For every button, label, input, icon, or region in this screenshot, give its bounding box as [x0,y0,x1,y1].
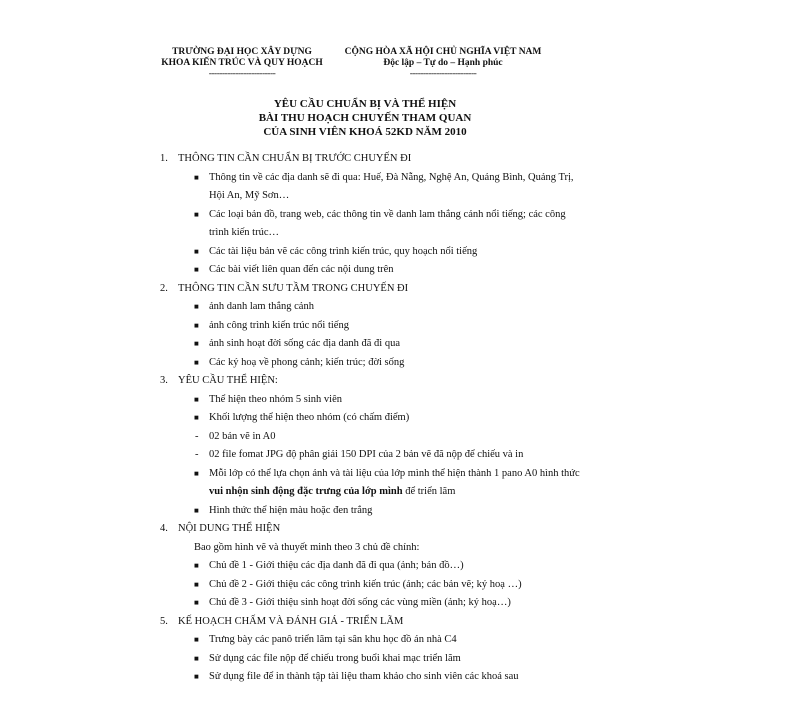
list-item: ■ ảnh danh lam thắng cảnh [160,298,590,317]
motto: Độc lập – Tự do – Hạnh phúc [383,58,503,68]
bullet-square-icon: ■ [194,265,199,274]
country-name: CỘNG HÒA XÃ HỘI CHỦ NGHĨA VIỆT NAM [344,47,542,57]
bullet-square-icon: ■ [194,561,199,570]
list-item: ■ Mỗi lớp có thể lựa chọn ảnh và tài liệu của lớp mình thể hiện thành 1 pano A0 hình thức vui nhộn sinh động đặc trưng của lớp mình để triển lãm [160,465,590,502]
section-4 [160,520,590,613]
bullet-square-icon: ■ [194,598,199,607]
list-item: ■ Thể hiện theo nhóm 5 sinh viên [160,391,590,410]
section-number: 1. [160,153,168,164]
list-item: ■ Thông tin về các địa danh sẽ đi qua: Huế, Đà Nẵng, Nghệ An, Quảng Bình, Quảng Trị, Hội An, Mỹ Sơn… [160,169,590,206]
section-5 [160,613,590,687]
bullet-square-icon: ■ [194,302,199,311]
bullet-square-icon: ■ [194,579,199,589]
bullet-square-icon: ■ [194,635,199,644]
bullet-square-icon: ■ [194,394,199,404]
header-left-rule: ------------------------- [208,69,276,79]
section-title: YÊU CẦU THỂ HIỆN: [178,375,278,386]
section-intro: Bao gồm hình vẽ và thuyết minh theo 3 chủ đề chính: [194,541,420,553]
section-number: 2. [160,282,168,294]
emphasis-text: vui nhộn sinh động đặc trưng của lớp mình [209,486,403,497]
list-item: ■ ảnh công trình kiến trúc nổi tiếng [160,317,590,336]
bullet-dash-icon: - [195,430,199,442]
bullet-square-icon: ■ [194,339,199,348]
section-number: 5. [160,615,168,627]
header-right-rule: ------------------------- [409,69,477,79]
section-3 [160,372,590,520]
list-item: ■ Hình thức thể hiện màu hoặc đen trắng [160,502,590,521]
list-item: ■ Các ký hoạ về phong cảnh; kiến trúc; đời sống [160,354,590,373]
bullet-square-icon: ■ [194,672,199,681]
bullet-square-icon: ■ [194,246,199,256]
section-title: THÔNG TIN CẦN SƯU TẦM TRONG CHUYẾN ĐI [178,282,409,294]
section-heading [160,280,590,299]
list-item: ■ Chủ đề 2 - Giới thiệu các công trình kiến trúc (ảnh; các bản vẽ; ký hoạ …) [160,576,590,595]
national-header [338,47,548,80]
section-heading [160,613,590,632]
section-title: THÔNG TIN CẦN CHUẨN BỊ TRƯỚC CHUYẾN ĐI [178,153,412,164]
section-1 [160,150,590,280]
title-line-3: CỦA SINH VIÊN KHOÁ 52KD NĂM 2010 [263,126,467,138]
bullet-square-icon: ■ [194,320,199,330]
section-2 [160,280,590,373]
list-item: ■ Sử dụng các file nộp để chiếu trong buổi khai mạc triển lãm [160,650,590,669]
bullet-square-icon: ■ [194,172,199,182]
section-heading [160,150,590,169]
section-number: 4. [160,523,168,534]
list-item: ■ Trưng bày các panô triển lãm tại sân khu học đồ án nhà C4 [160,631,590,650]
list-item: ■ Các loại bản đồ, trang web, các thông tin về danh lam thắng cảnh nổi tiếng; các công trình kiến trúc… [160,206,590,243]
bullet-square-icon: ■ [194,357,199,367]
list-item: ■ Các bài viết liên quan đến các nội dung trên [160,261,590,280]
document-body [160,150,590,687]
title-line-2: BÀI THU HOẠCH CHUYẾN THAM QUAN [258,112,472,124]
bullet-dash-icon: - [195,449,199,460]
list-item: ■ Chủ đề 3 - Giới thiệu sinh hoạt đời sống các vùng miền (ảnh; ký hoạ…) [160,594,590,613]
list-item: ■ ảnh sinh hoạt đời sống các địa danh đã đi qua [160,335,590,354]
document-title [200,97,530,139]
section-title: NỘI DUNG THỂ HIỆN [178,523,281,534]
section-heading [160,372,590,391]
section-number: 3. [160,375,168,386]
bullet-square-icon: ■ [194,505,199,515]
section-heading [160,520,590,539]
faculty-name: KHOA KIẾN TRÚC VÀ QUY HOẠCH [161,58,323,68]
list-item: ■ Sử dụng file để in thành tập tài liệu tham khảo cho sinh viên các khoá sau [160,668,590,687]
bullet-square-icon: ■ [194,209,199,219]
list-item: - 02 file fomat JPG độ phân giải 150 DPI của 2 bản vẽ đã nộp để chiếu và in [160,446,590,465]
university-name: TRƯỜNG ĐẠI HỌC XÂY DỰNG [172,47,312,57]
bullet-square-icon: ■ [194,413,199,422]
university-header [160,47,324,80]
list-item: ■ Các tài liệu bản vẽ các công trình kiến trúc, quy hoạch nổi tiếng [160,243,590,262]
list-item: ■ Chủ đề 1 - Giới thiệu các địa danh đã đi qua (ảnh; bản đồ…) [160,557,590,576]
section-title: KẾ HOẠCH CHẤM VÀ ĐÁNH GIÁ - TRIỂN LÃM [178,615,404,627]
bullet-square-icon: ■ [194,468,199,478]
bullet-square-icon: ■ [194,653,199,663]
title-line-1: YÊU CẦU CHUẨN BỊ VÀ THỂ HIỆN [273,98,457,110]
list-item: ■ Khối lượng thể hiện theo nhóm (có chấm điểm) [160,409,590,428]
list-item: - 02 bản vẽ in A0 [160,428,590,447]
